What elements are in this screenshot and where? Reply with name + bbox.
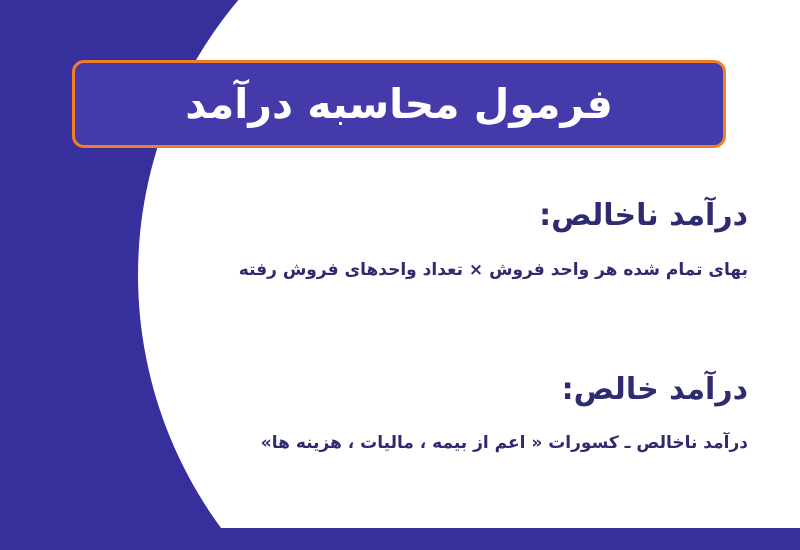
title-banner: [72, 60, 726, 148]
net-income-section: [88, 370, 748, 458]
net-income-heading: درآمد خالص:: [561, 371, 748, 407]
gross-income-heading: درآمد ناخالص:: [539, 198, 748, 233]
net-income-formula: درآمد ناخالص ـ کسورات « اعم از بیمه ، مالیات ، هزینه ها»: [260, 433, 748, 454]
gross-income-section: [88, 196, 748, 284]
formula-content: [88, 196, 748, 457]
gross-income-formula: بهای تمام شده هر واحد فروش × تعداد واحدهای فروش رفته: [238, 259, 748, 280]
page-title: فرمول محاسبه درآمد: [185, 79, 613, 128]
bottom-purple-strip: [0, 528, 800, 550]
section-spacer: [88, 314, 748, 370]
